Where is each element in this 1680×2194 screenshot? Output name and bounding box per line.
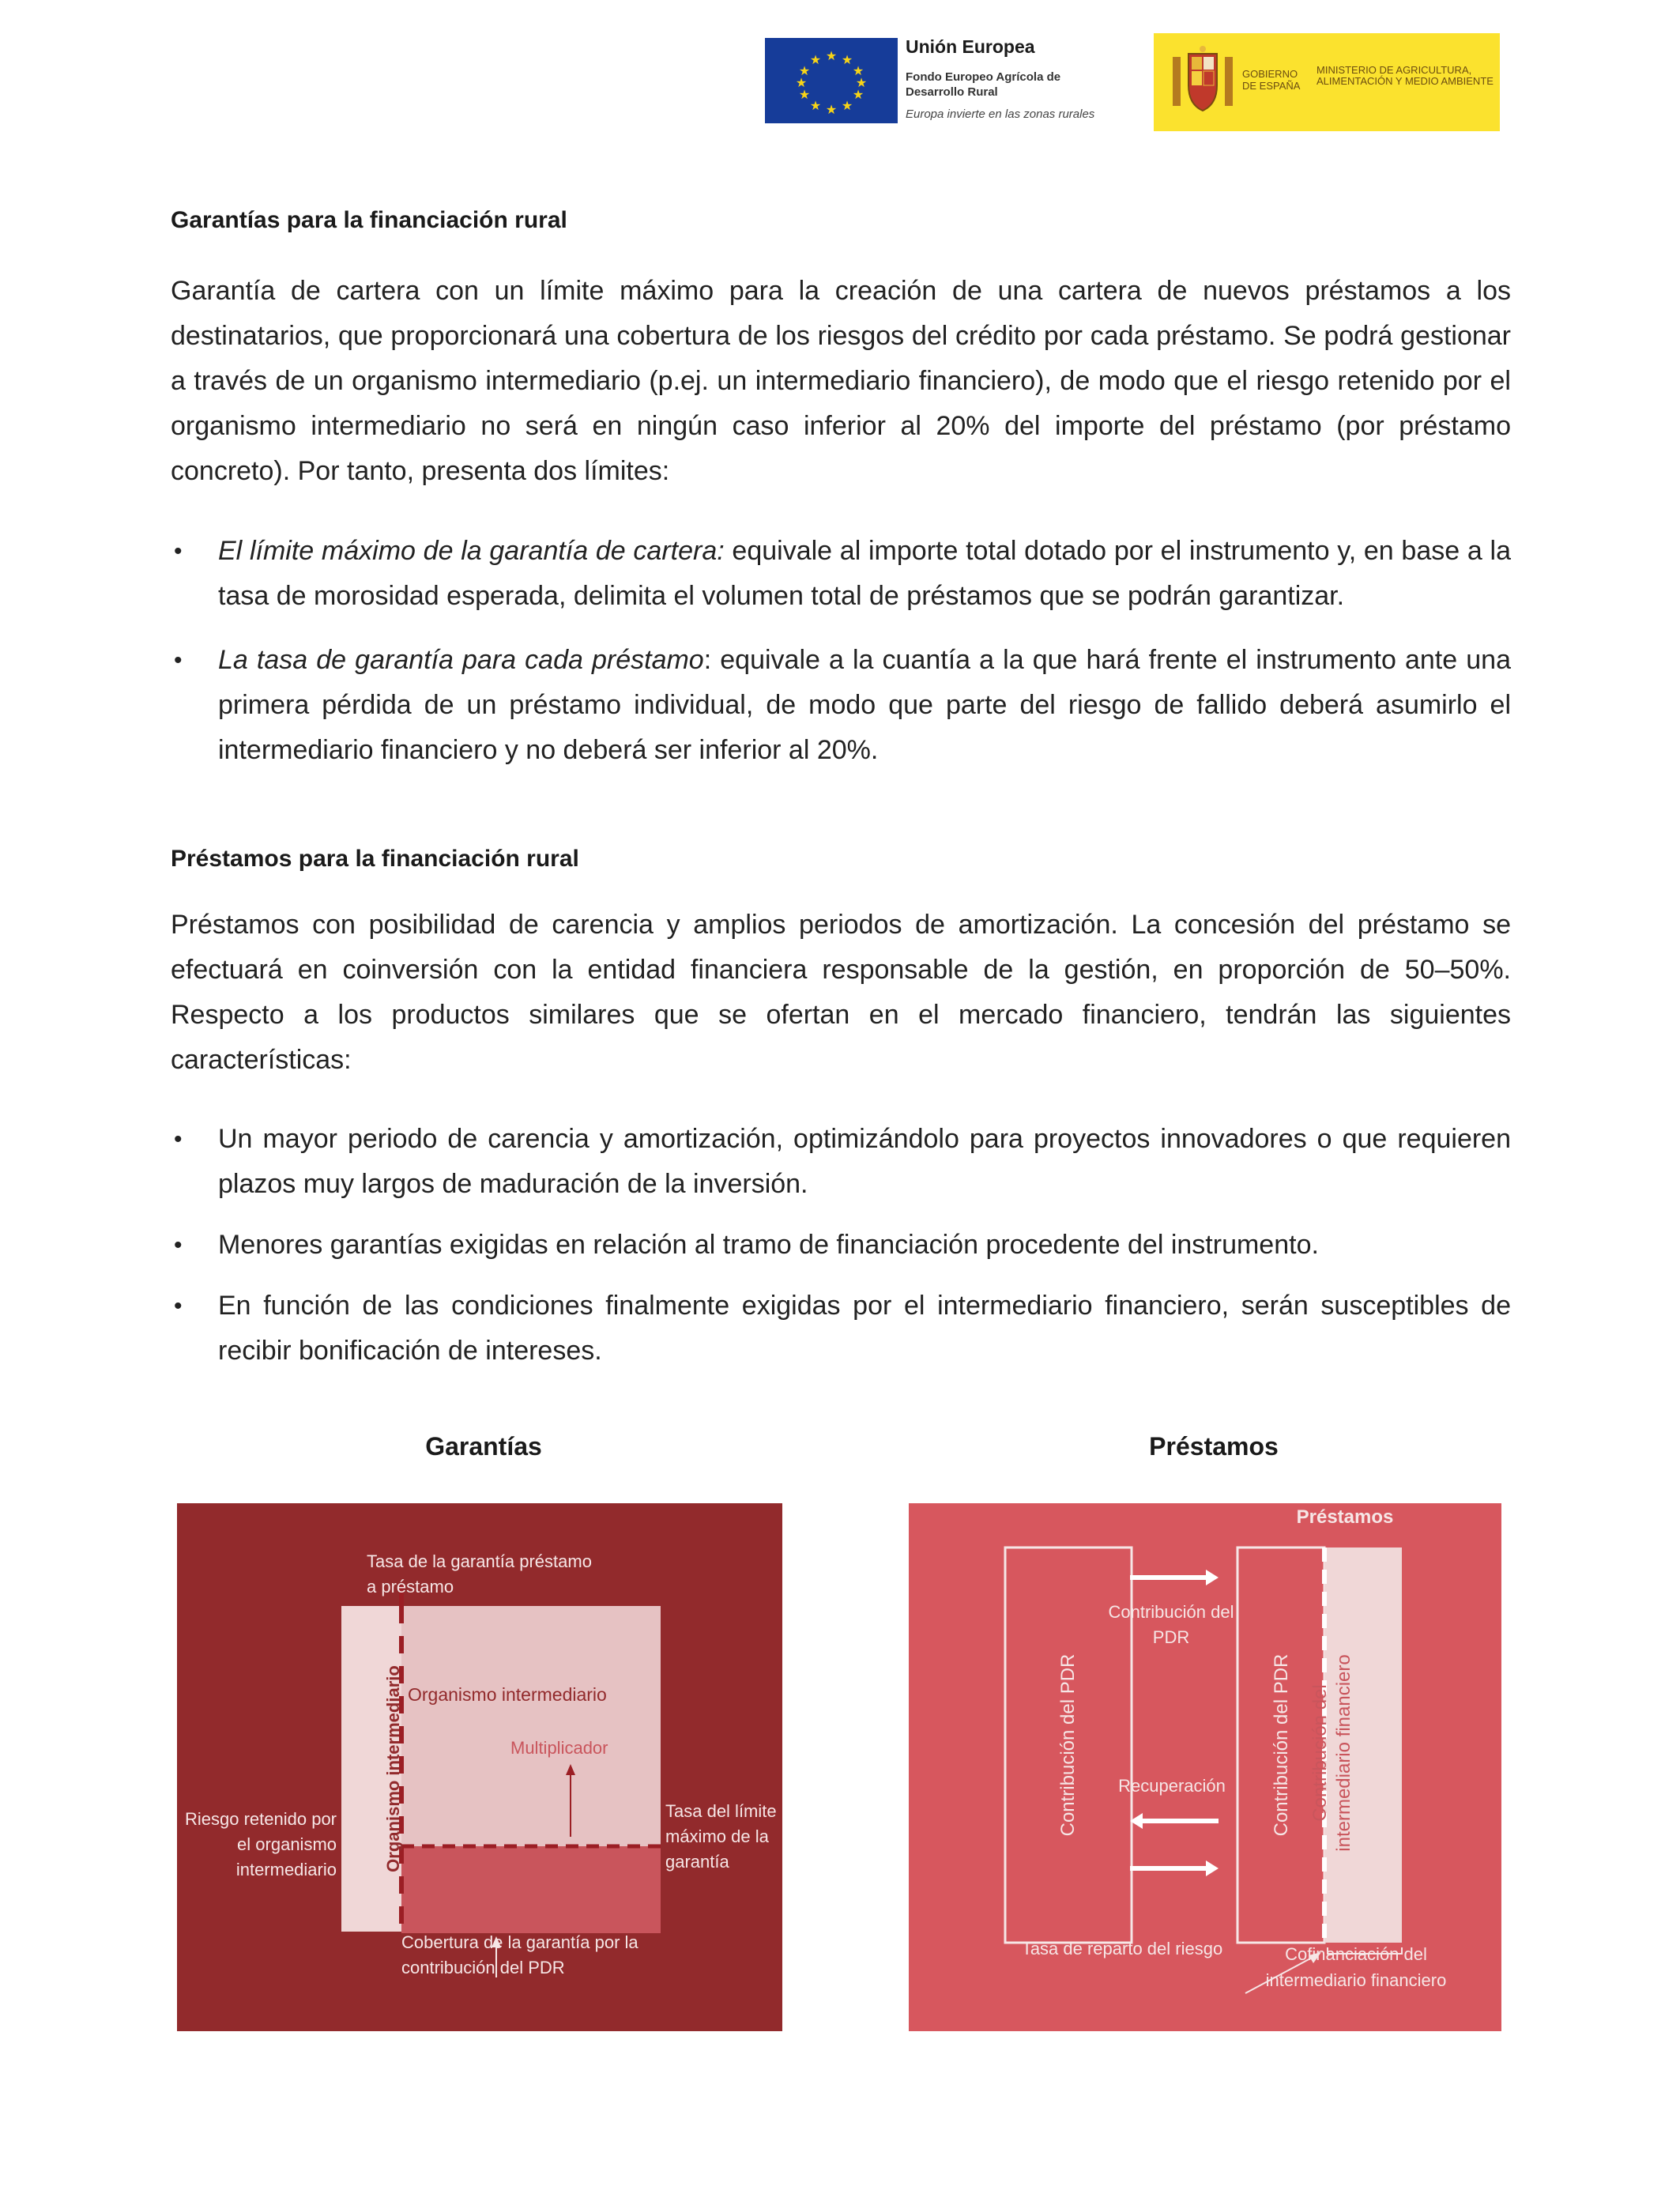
svg-text:★: ★ — [855, 75, 868, 90]
bullet-list-prestamos — [171, 1117, 1511, 1374]
bullet-icon: • — [174, 1293, 183, 1319]
contribucion-pdr-arrow-label: Contribución del PDR — [1108, 1602, 1234, 1647]
svg-text:★: ★ — [798, 87, 811, 102]
bullet-text: equivale al importe total dotado por el instrumento y, en base a la tasa de morosidad esperada, delimita el volumen total de préstamos que se podrán garantizar. — [218, 536, 1511, 611]
bullet-lead: El límite máximo de la garantía de cartera: — [218, 536, 725, 566]
tasa-limite-label: Tasa del límite máximo de la garantía — [665, 1801, 777, 1872]
eu-stars-icon — [765, 38, 898, 123]
recuperacion-label: Recuperación — [1118, 1776, 1226, 1796]
svg-text:★: ★ — [841, 98, 853, 113]
bullet-icon: • — [174, 1232, 183, 1258]
section-title-garantias: Garantías para la financiación rural — [171, 207, 567, 233]
eu-slogan: Europa invierte en las zonas rurales — [906, 107, 1095, 121]
riesgo-retenido-label: Riesgo retenido por el organismo intermediario — [185, 1809, 337, 1879]
svg-text:★: ★ — [825, 48, 838, 63]
contribucion-pdr-left-label: Contribución del PDR — [1057, 1653, 1079, 1837]
list-item — [171, 529, 1511, 619]
cofinanciacion-label: Cofinanciación del intermediario financiero — [1265, 1944, 1447, 1990]
bullet-lead: La tasa de garantía para cada préstamo — [218, 645, 704, 675]
paragraph-prestamos: Préstamos con posibilidad de carencia y amplios periodos de amortización. La concesión del préstamo se efectuará en coinversión con la entidad financiera responsable de la gestión, en proporción de 50–50%. Respecto a los productos similares que se ofertan en el mercado financiero, tendrán las siguientes características: — [171, 910, 1511, 1075]
multiplicador-label: Multiplicador — [510, 1738, 608, 1758]
eu-title: Unión Europea — [906, 36, 1035, 57]
bullet-text: En función de las condiciones finalmente exigidas por el intermediario financiero, serán susceptibles de recibir bonificación de intereses. — [218, 1291, 1511, 1366]
tasa-reparto-label: Tasa de reparto del riesgo — [1021, 1939, 1223, 1958]
svg-text:★: ★ — [825, 102, 838, 117]
svg-text:★: ★ — [852, 63, 864, 78]
bullet-text: : equivale a la cuantía a la que hará frente el instrumento ante una primera pérdida de un préstamo individual, de modo que parte del riesgo de fallido deberá asumirlo el intermediario financiero y no deberá ser inferior al 20%. — [218, 645, 1511, 765]
section-title-prestamos: Préstamos para la financiación rural — [171, 846, 579, 872]
list-item — [171, 1284, 1511, 1374]
list-item — [171, 638, 1511, 773]
organismo-vertical-label: Organismo intermediario — [383, 1665, 403, 1872]
list-item — [171, 1223, 1511, 1268]
paragraph-garantias: Garantía de cartera con un límite máximo para la creación de una cartera de nuevos préstamos a los destinatarios, que proporcionará una cobertura de los riesgos del crédito por cada préstamo. Se podrá gestionar a través de un organismo intermediario (p.ej. un intermediario financiero), de modo que el riesgo retenido por el organismo intermediario no será en ningún caso inferior al 20% del importe del préstamo (por préstamo concreto). Por tanto, presenta dos límites: — [171, 276, 1511, 486]
bullet-icon: • — [174, 538, 183, 564]
list-item — [171, 1117, 1511, 1207]
svg-text:★: ★ — [809, 52, 822, 67]
figure-title-prestamos: Préstamos — [1149, 1432, 1279, 1461]
contribucion-pdr-right-label: Contribución del PDR — [1271, 1653, 1292, 1837]
garantias-diagram — [177, 1503, 782, 2031]
bullet-icon: • — [174, 647, 183, 673]
contribucion-intermediario-label: Contribución del intermediario financiero — [1309, 1654, 1354, 1852]
prestamos-diagram — [909, 1503, 1501, 2031]
prestamos-header-label: Préstamos — [1296, 1506, 1394, 1528]
eu-flag-logo — [765, 38, 898, 123]
tasa-garantia-label: Tasa de la garantía préstamo a préstamo — [367, 1551, 592, 1596]
bullet-icon: • — [174, 1126, 183, 1152]
svg-text:★: ★ — [795, 75, 808, 90]
svg-text:★: ★ — [809, 98, 822, 113]
ministerio-label: MINISTERIO DE AGRICULTURA, ALIMENTACIÓN Y MEDIO AMBIENTE — [1317, 64, 1494, 87]
eu-fund-name: Fondo Europeo Agrícola de Desarrollo Rural — [906, 70, 1061, 99]
organismo-label: Organismo intermediario — [408, 1684, 607, 1705]
spain-government-logo — [1154, 33, 1500, 131]
bullet-text: Un mayor periodo de carencia y amortización, optimizándolo para proyectos innovadores o que requieren plazos muy largos de maduración de la inversión. — [218, 1124, 1511, 1199]
svg-text:★: ★ — [798, 63, 811, 78]
spain-coat-of-arms-icon — [1171, 46, 1234, 117]
figure-title-garantias: Garantías — [425, 1432, 542, 1461]
bullet-text: Menores garantías exigidas en relación al tramo de financiación procedente del instrumento. — [218, 1230, 1319, 1260]
svg-text:★: ★ — [852, 87, 864, 102]
gobierno-label: GOBIERNO DE ESPAÑA — [1242, 68, 1301, 92]
cobertura-label: Cobertura de la garantía por la contribución del PDR — [401, 1932, 638, 1977]
bullet-list-garantias — [171, 529, 1511, 773]
svg-text:★: ★ — [841, 52, 853, 67]
